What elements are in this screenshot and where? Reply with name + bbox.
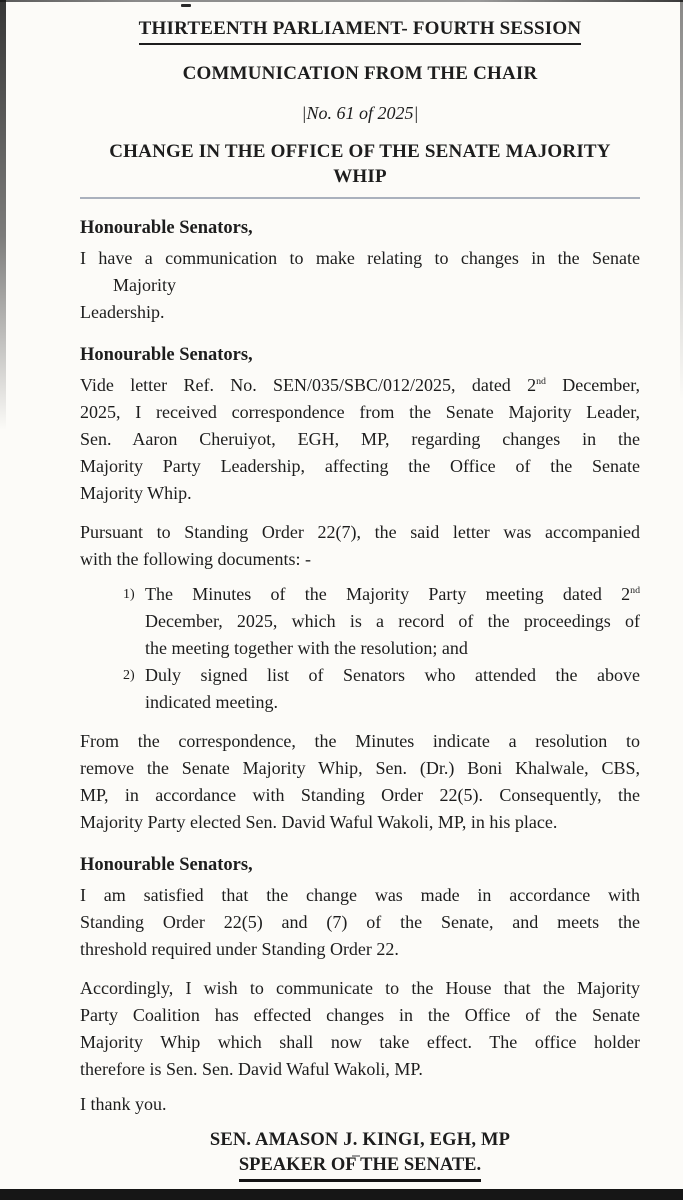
paragraph-line: remove the Senate Majority Whip, Sen. (Dr.) Boni Khalwale, CBS, [80,758,640,778]
paragraph [80,245,640,326]
signatory-name: SEN. AMASON J. KINGI, EGH, MP [209,1130,511,1150]
document-body [80,215,640,1118]
paragraph-line: Sen. Aaron Cheruiyot, EGH, MP, regarding changes in the [80,429,640,449]
list-item-marker: 2) [123,668,135,683]
paragraph-line: 2025, I received correspondence from the Senate Majority Leader, [80,402,640,422]
paragraph-line: Majority [113,275,176,295]
paragraph-line: December, 2025, which is a record of the proceedings of [145,611,640,631]
numbered-list [80,581,640,716]
paragraph-line: I am satisfied that the change was made in accordance with [80,885,640,905]
paragraph-line: with the following documents: - [80,549,311,569]
paragraph-line: MP, in accordance with Standing Order 22(5). Consequently, the [80,785,640,805]
salutation-heading: Honourable Senators, [80,218,253,238]
doc-number: |No. 61 of 2025| [301,103,419,123]
paragraph-line: The Minutes of the Majority Party meeting dated 2nd [145,584,640,604]
signatory-title: SPEAKER OF THE SENATE. [80,1153,640,1182]
list-item [80,581,640,662]
paragraph-line: Leadership. [80,302,165,322]
paragraph [80,372,640,507]
session-title: THIRTEENTH PARLIAMENT- FOURTH SESSION [80,16,640,45]
paragraph-line: Majority Party elected Sen. David Waful Wakoli, MP, in his place. [80,812,558,832]
paragraph-line: indicated meeting. [145,692,278,712]
paragraph-line: Majority Whip which shall now take effect. The office holder [80,1032,640,1052]
paragraph-line: I have a communication to make relating to changes in the Senate [80,248,640,268]
paragraph-line: Majority Party Leadership, affecting the Office of the Senate [80,456,640,476]
subject-line-2: WHIP [333,166,387,187]
paragraph-line: Vide letter Ref. No. SEN/035/SBC/012/2025, dated 2nd December, [80,375,640,395]
paragraph-line: Duly signed list of Senators who attended the above [145,665,640,685]
bottom-bar-artifact [0,1189,683,1200]
paragraph-line: Standing Order 22(5) and (7) of the Senate, and meets the [80,912,640,932]
salutation-heading: Honourable Senators, [80,345,253,365]
subject-line-1: CHANGE IN THE OFFICE OF THE SENATE MAJORITY [109,141,611,162]
paragraph-line: From the correspondence, the Minutes indicate a resolution to [80,731,640,751]
paragraph [80,882,640,963]
paragraph [80,519,640,573]
header-divider [80,197,640,199]
subject-title [80,139,640,189]
paragraph-line: Party Coalition has effected changes in the Office of the Senate [80,1005,640,1025]
paragraph-line: threshold required under Standing Order 22. [80,939,399,959]
list-item-marker: 1) [123,587,135,602]
paragraph [80,728,640,836]
doc-type-title: COMMUNICATION FROM THE CHAIR [182,63,538,84]
list-item-text [145,662,640,716]
list-item [80,662,640,716]
paragraph-line: Accordingly, I wish to communicate to the House that the Majority [80,978,640,998]
list-item-text [145,581,640,662]
paragraph [80,975,640,1083]
paragraph-line: I thank you. [80,1094,167,1114]
paragraph-line: therefore is Sen. Sen. David Waful Wakoli, MP. [80,1059,423,1079]
paragraph-line: the meeting together with the resolution; and [145,638,468,658]
paragraph-line: Pursuant to Standing Order 22(7), the said letter was accompanied [80,522,640,542]
paragraph-line: Majority Whip. [80,483,192,503]
closing-line [80,1091,640,1118]
salutation-heading: Honourable Senators, [80,855,253,875]
